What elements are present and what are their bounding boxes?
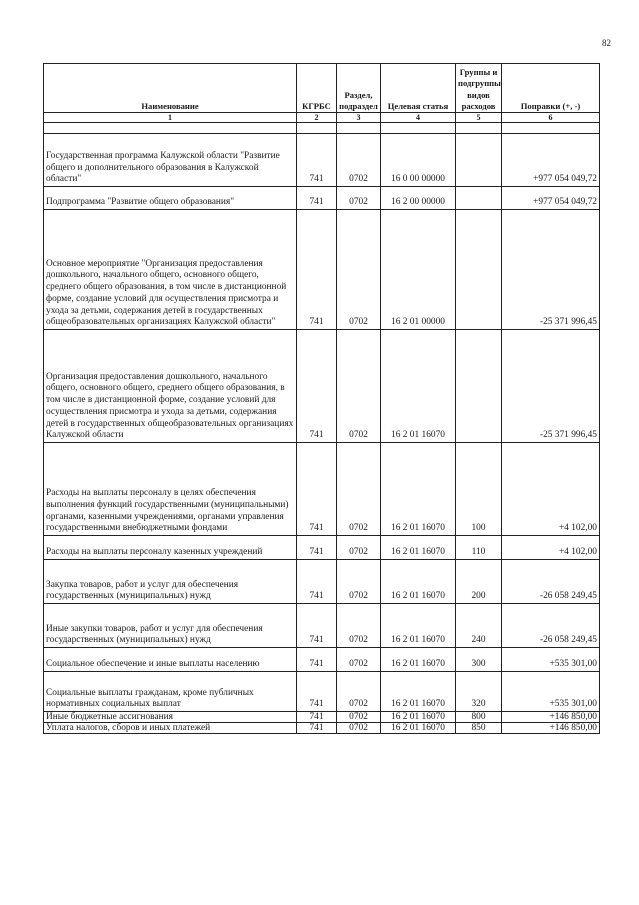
cell-name: Закупка товаров, работ и услуг для обеспечения государственных (муниципальных) нужд (44, 560, 297, 604)
cell-section: 0702 (337, 723, 381, 734)
header-expense-groups: Группы и подгруппы видов расходов (456, 64, 502, 113)
cell-expense-group: 240 (456, 604, 502, 648)
table-row (44, 210, 600, 330)
cell-amendment: -26 058 249,45 (502, 604, 600, 648)
cell-section: 0702 (337, 712, 381, 723)
cell-section: 0702 (337, 210, 381, 330)
page-number: 82 (602, 38, 611, 48)
cell-name: Социальные выплаты гражданам, кроме публичных нормативных социальных выплат (44, 672, 297, 712)
cell-name: Основное мероприятие "Организация предоставления дошкольного, начального общего, основного общего, среднего общего образования, в том числе в дистанционной форме, создание условий для осуществления присмотра и ухода за детьми, содержания детей в государственных общеобразовательных организациях Калужской области" (44, 210, 297, 330)
cell-target-article: 16 2 01 16070 (381, 648, 456, 672)
table-row (44, 672, 600, 712)
cell-expense-group: 200 (456, 560, 502, 604)
header-target-article: Целевая статья (381, 64, 456, 113)
cell-target-article: 16 2 01 16070 (381, 443, 456, 536)
cell-expense-group (456, 134, 502, 187)
table-row (44, 712, 600, 723)
cell-expense-group: 110 (456, 536, 502, 560)
cell-name: Расходы на выплаты персоналу в целях обеспечения выполнения функций государственными (муниципальными) органами, казенными учреждениями, органами управления государственными внебюджетными фондами (44, 443, 297, 536)
spacer-row (44, 123, 600, 134)
cell-expense-group (456, 210, 502, 330)
table-row (44, 134, 600, 187)
header-row (44, 64, 600, 113)
cell-target-article: 16 2 01 16070 (381, 712, 456, 723)
cell-kgrbs: 741 (297, 712, 337, 723)
cell-target-article: 16 0 00 00000 (381, 134, 456, 187)
cell-section: 0702 (337, 604, 381, 648)
cell-kgrbs: 741 (297, 187, 337, 210)
cell-name: Расходы на выплаты персоналу казенных учреждений (44, 536, 297, 560)
table-row (44, 648, 600, 672)
header-number: 5 (456, 113, 502, 123)
cell-name: Иные закупки товаров, работ и услуг для обеспечения государственных (муниципальных) нужд (44, 604, 297, 648)
cell-target-article: 16 2 00 00000 (381, 187, 456, 210)
cell-expense-group (456, 330, 502, 443)
cell-target-article: 16 2 01 16070 (381, 536, 456, 560)
cell-kgrbs: 741 (297, 560, 337, 604)
budget-amendments-table (43, 63, 600, 734)
cell-section: 0702 (337, 648, 381, 672)
cell-target-article: 16 2 01 16070 (381, 723, 456, 734)
cell-section: 0702 (337, 134, 381, 187)
cell-kgrbs: 741 (297, 134, 337, 187)
cell-kgrbs: 741 (297, 443, 337, 536)
header-name: Наименование (44, 64, 297, 113)
header-number: 3 (337, 113, 381, 123)
cell-amendment: +4 102,00 (502, 443, 600, 536)
table-row (44, 443, 600, 536)
cell-name: Социальное обеспечение и иные выплаты населению (44, 648, 297, 672)
header-kgrbs: КГРБС (297, 64, 337, 113)
cell-kgrbs: 741 (297, 210, 337, 330)
cell-amendment: -25 371 996,45 (502, 210, 600, 330)
header-section: Раздел, подраздел (337, 64, 381, 113)
cell-target-article: 16 2 01 16070 (381, 330, 456, 443)
cell-name: Государственная программа Калужской области "Развитие общего и дополнительного образования в Калужской области" (44, 134, 297, 187)
cell-target-article: 16 2 01 16070 (381, 560, 456, 604)
cell-section: 0702 (337, 672, 381, 712)
cell-section: 0702 (337, 443, 381, 536)
cell-target-article: 16 2 01 16070 (381, 604, 456, 648)
cell-kgrbs: 741 (297, 604, 337, 648)
cell-expense-group: 850 (456, 723, 502, 734)
cell-amendment: +977 054 049,72 (502, 134, 600, 187)
cell-expense-group: 800 (456, 712, 502, 723)
table-row (44, 560, 600, 604)
cell-section: 0702 (337, 560, 381, 604)
cell-target-article: 16 2 01 16070 (381, 672, 456, 712)
cell-name: Организация предоставления дошкольного, начального общего, основного общего, среднего общего образования, в том числе в дистанционной форме, создание условий для осуществления присмотра и ухода за детьми, содержания детей в государственных общеобразовательных организациях Калужской области (44, 330, 297, 443)
cell-amendment: +146 850,00 (502, 723, 600, 734)
header-number: 1 (44, 113, 297, 123)
cell-name: Иные бюджетные ассигнования (44, 712, 297, 723)
cell-name: Уплата налогов, сборов и иных платежей (44, 723, 297, 734)
cell-amendment: +4 102,00 (502, 536, 600, 560)
cell-expense-group (456, 187, 502, 210)
cell-kgrbs: 741 (297, 723, 337, 734)
cell-amendment: +535 301,00 (502, 648, 600, 672)
cell-section: 0702 (337, 187, 381, 210)
cell-section: 0702 (337, 330, 381, 443)
cell-section: 0702 (337, 536, 381, 560)
cell-amendment: +977 054 049,72 (502, 187, 600, 210)
header-number-row (44, 113, 600, 123)
table-row (44, 723, 600, 734)
cell-amendment: +146 850,00 (502, 712, 600, 723)
cell-kgrbs: 741 (297, 672, 337, 712)
cell-amendment: +535 301,00 (502, 672, 600, 712)
table-row (44, 330, 600, 443)
header-number: 6 (502, 113, 600, 123)
header-number: 2 (297, 113, 337, 123)
cell-name: Подпрограмма "Развитие общего образования" (44, 187, 297, 210)
table-row (44, 604, 600, 648)
cell-target-article: 16 2 01 00000 (381, 210, 456, 330)
cell-kgrbs: 741 (297, 648, 337, 672)
cell-kgrbs: 741 (297, 536, 337, 560)
header-amendments: Поправки (+, -) (502, 64, 600, 113)
cell-kgrbs: 741 (297, 330, 337, 443)
table-row (44, 536, 600, 560)
cell-expense-group: 320 (456, 672, 502, 712)
cell-expense-group: 300 (456, 648, 502, 672)
cell-amendment: -25 371 996,45 (502, 330, 600, 443)
header-number: 4 (381, 113, 456, 123)
cell-expense-group: 100 (456, 443, 502, 536)
table-row (44, 187, 600, 210)
cell-amendment: -26 058 249,45 (502, 560, 600, 604)
